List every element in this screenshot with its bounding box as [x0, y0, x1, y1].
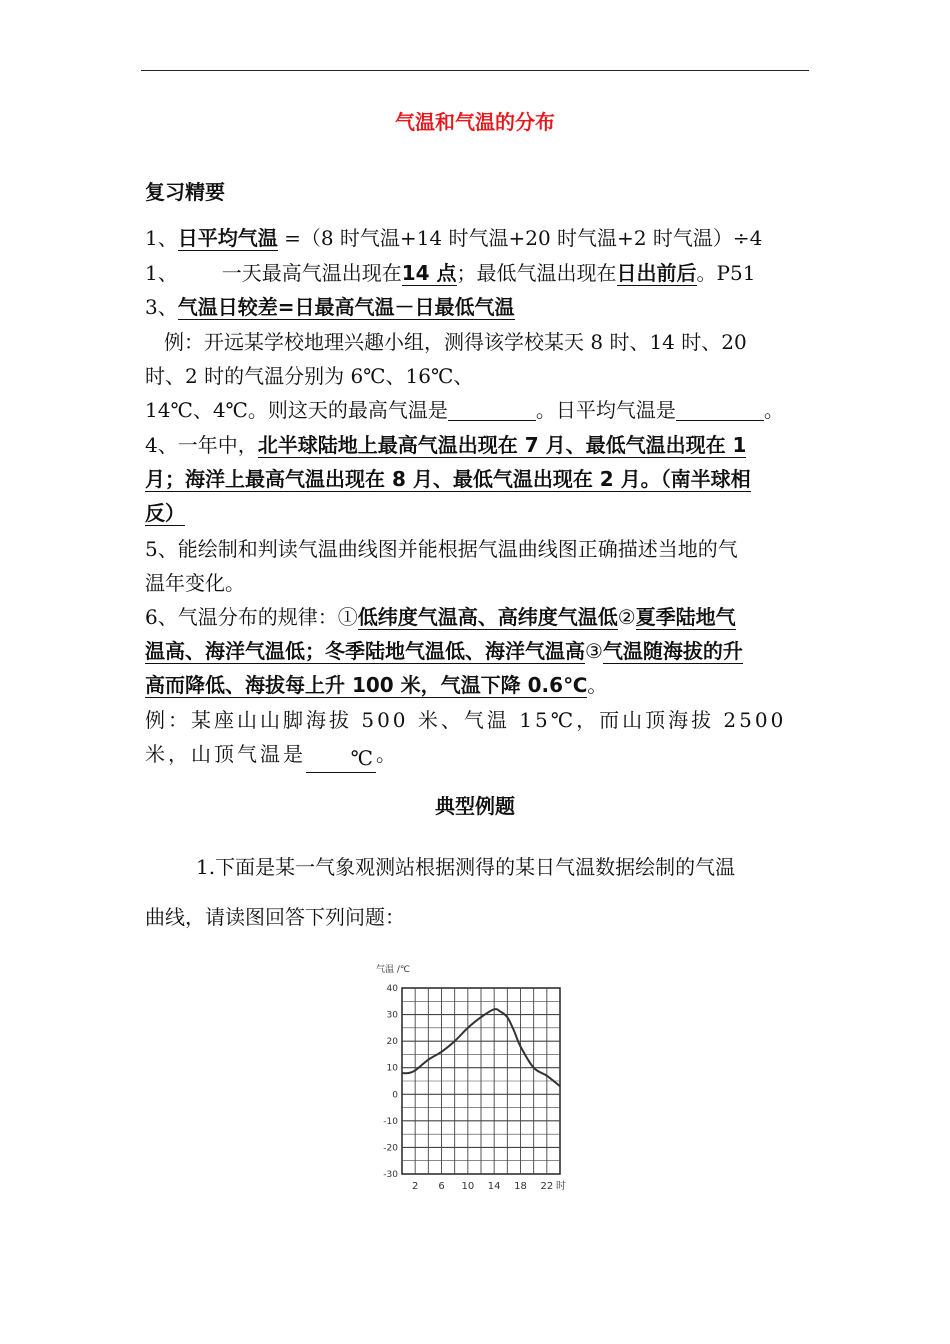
- chart-x-ticks: [412, 1181, 553, 1192]
- chart-y-tick-label: 40: [386, 984, 398, 994]
- point-2: 1、 一天最高气温出现在14 点；最低气温出现在日出前后。P51: [145, 261, 756, 285]
- answer-blank-summit-temp[interactable]: ℃: [306, 744, 376, 773]
- example-1-line-b: 时、2 时的气温分别为 6℃、16℃、: [145, 364, 474, 388]
- point-4-line-b: 月；海洋上最高气温出现在 8 月、最低气温出现在 2 月。（南半球相: [145, 467, 751, 491]
- chart-x-tick-label: 10: [461, 1181, 475, 1192]
- example-1-line-a: 例：开远某学校地理兴趣小组，测得该学校某天 8 时、14 时、20: [164, 330, 747, 354]
- question-1-line-a: 1.下面是某一气象观测站根据测得的某日气温数据绘制的气温: [196, 855, 736, 879]
- chart-y-tick-label: 0: [392, 1090, 398, 1101]
- chart-y-tick-label: -20: [383, 1143, 398, 1154]
- chart-x-tick-label: 22: [540, 1181, 554, 1192]
- answer-blank-max-temp[interactable]: [448, 398, 536, 421]
- temperature-chart-svg: [368, 960, 586, 1196]
- point-6-line-a: 6、气温分布的规律：①低纬度气温高、高纬度气温低②夏季陆地气: [145, 605, 736, 629]
- page-title: 气温和气温的分布: [395, 110, 555, 134]
- point-5-line-b: 温年变化。: [145, 571, 245, 595]
- point-1: 1、日平均气温 =（8 时气温+14 时气温+20 时气温+2 时气温）÷4: [145, 226, 763, 250]
- term-daily-mean-temp: 日平均气温: [177, 226, 278, 250]
- chart-x-tick-label: 2: [411, 1181, 419, 1192]
- point-4-line-c: 反）: [145, 501, 185, 525]
- point-4-line-a: 4、一年中，北半球陆地上最高气温出现在 7 月、最低气温出现在 1: [145, 433, 747, 457]
- section-heading-review: 复习精要: [145, 180, 225, 204]
- answer-blank-mean-temp[interactable]: [676, 398, 764, 421]
- example-1-line-c: 14℃、4℃。则这天的最高气温是 。日平均气温是 。: [145, 398, 784, 422]
- chart-x-axis-label: 时: [556, 1181, 566, 1192]
- chart-y-tick-label: 30: [386, 1010, 398, 1021]
- point-6-line-b: 温高、海洋气温低；冬季陆地气温低、海洋气温高③气温随海拔的升: [145, 639, 743, 663]
- temperature-chart: [368, 960, 586, 1196]
- section-heading-examples: 典型例题: [435, 794, 515, 818]
- point-6-line-c: 高而降低、海拔每上升 100 米，气温下降 0.6℃。: [145, 673, 608, 697]
- question-1-line-b: 曲线，请读图回答下列问题：: [145, 905, 405, 929]
- chart-x-tick-label: 18: [514, 1181, 527, 1192]
- chart-grid: [402, 988, 560, 1174]
- header-rule: [141, 70, 809, 71]
- chart-y-ticks: [383, 984, 398, 1180]
- chart-y-tick-label: 20: [386, 1037, 398, 1048]
- chart-y-tick-label: -30: [383, 1170, 398, 1180]
- chart-y-tick-label: 10: [386, 1063, 398, 1074]
- chart-y-axis-label: 气温 /℃: [376, 965, 411, 975]
- term-daily-range: 气温日较差=日最高气温－日最低气温: [177, 295, 515, 319]
- example-2-line-a: 例：某座山山脚海拔 500 米、气温 15℃，而山顶海拔 2500: [145, 708, 787, 732]
- chart-x-tick-label: 6: [438, 1181, 445, 1192]
- example-2-line-b: 米，山顶气温是 ℃。: [145, 740, 810, 773]
- chart-x-tick-label: 14: [487, 1181, 501, 1192]
- point-3: 3、气温日较差=日最高气温－日最低气温: [145, 295, 515, 319]
- point-5-line-a: 5、能绘制和判读气温曲线图并能根据气温曲线图正确描述当地的气: [145, 537, 738, 561]
- chart-y-tick-label: -10: [383, 1116, 398, 1127]
